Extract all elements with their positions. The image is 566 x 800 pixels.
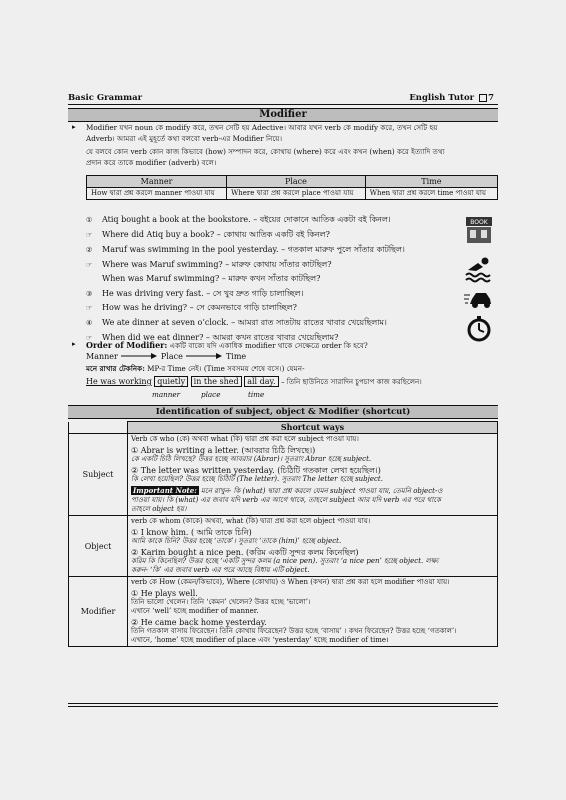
object-rule: verb কে whom (কাকে) অথবা, what (কি) দ্বারা প্রশ্ন করা হলে object পাওয়া যায়।	[131, 517, 371, 525]
intro-line-4: প্রদান করে তাকে modifier (adverb) বলে।	[86, 158, 217, 167]
example-mark: ☞	[86, 303, 93, 312]
swimmer-icon	[464, 254, 494, 284]
footer-rule	[68, 703, 498, 704]
example-translation: – তিনি ছাউনিতে সারাদিন চুপচাপ কাজ করছিলেন।	[281, 378, 422, 386]
header-place: Place	[227, 176, 366, 188]
example-mark: ☞	[86, 230, 93, 239]
example-text: Where did Atiq buy a book? – কোথায় আতিক একটি বই কিনল?	[102, 230, 330, 239]
seq-manner: Manner	[86, 352, 118, 361]
example-mark: ④	[86, 318, 93, 327]
fast-car-icon	[464, 287, 494, 311]
intro-line-3: যে বলবে কোন verb কোন কাজ কিভাবে (how) সম্পাদন করে, কোথায় (where) করে এবং কখন (when) করে ইত্যাদি তথ্য	[86, 147, 445, 156]
modifier-rule: verb কে How (কেমন/কিভাবে), Where (কোথায়) ও When (কখন) দ্বারা প্রশ্ন করা হলে modifier পাওয়া যায়।	[131, 578, 450, 586]
modifier-example-2-note-2: এখানে, ‘home’ হচ্ছে modifier of place এবং ‘yesterday’ হচ্ছে modifier of time।	[131, 636, 389, 644]
object-example-1-note: আমি কাকে চিনি? উত্তর হচ্ছে ‘তাকে’। সুতরাং ‘তাকে (him)’ হচ্ছে object.	[131, 537, 342, 545]
object-example-1: ① I know him. ( আমি তাকে চিনি)	[131, 528, 252, 537]
intro-line-2: Adverb। আমরা এই মুহূর্তে কথা বলবো verb-এর Modifier নিয়ে।	[86, 134, 283, 143]
example-text: When was Maruf swimming? – মারুফ কখন সাঁতার কাটছিল?	[102, 274, 321, 283]
subject-example-2-note: কি লেখা হয়েছিল? উত্তর হচ্ছে চিঠিটি (The letter). সুতরাং The letter হচ্ছে subject.	[131, 475, 383, 483]
object-example-2: ② Karim bought a nice pen. (করিম একটি সুন্দর কলম কিনেছিল)	[131, 548, 359, 557]
subject-example-1: ① Abrar is writing a letter. (আবরার চিঠি লিখছে।)	[131, 446, 316, 455]
subject-label: Subject	[69, 434, 128, 516]
object-cell	[128, 516, 498, 577]
example-text: Where was Maruf swimming? – মারুফ কোথায় সাঁতার কাটছিল?	[102, 260, 332, 269]
modifier-example-2: ② He came back home yesterday.	[131, 618, 267, 627]
example-mark: ③	[86, 289, 93, 298]
modifier-table	[86, 175, 498, 200]
example-place: in the shed	[191, 376, 242, 387]
header-right	[409, 93, 494, 103]
intro-bullet: ▸	[72, 122, 76, 131]
important-note-line-2: পাওয়া যায়। কি (what) এর জবাব যদি verb এর আগে থাকে, তাহলে subject আর যদি verb এর পরে থাকে	[131, 496, 441, 504]
tip-text: MP-র Time নেই। (Time সবসময় শেষে বসে।) যেমন-	[147, 364, 305, 373]
footer-rule-2	[68, 706, 498, 707]
example-text: We ate dinner at seven o’clock. – আমরা রাত সাতটায় রাতের খাবার খেয়েছিলাম।	[102, 318, 387, 327]
modifier-example-2-note: তিনি গতকাল বাসায় ফিরেছেন। তিনি কোথায় ফিরেছেন? উত্তর হচ্ছে ‘বাসায়’ । কখন ফিরেছেন? উত্তর হচ্ছে ‘গতকাল’।	[131, 627, 457, 635]
example-text: How was he driving? – সে কেমনভাবে গাড়ি চালাচ্ছিল?	[102, 303, 297, 312]
order-example	[86, 377, 422, 387]
seq-place: Place	[160, 352, 183, 361]
cell-manner: How দ্বারা প্রশ্ন করলে manner পাওয়া যায়	[87, 188, 227, 200]
section-title: Modifier	[68, 108, 498, 122]
example-mark: ☞	[86, 260, 93, 269]
example-text: Maruf was swimming in the pool yesterday. – গতকাল মারুফ পুলে সাঁতার কাটছিল।	[102, 245, 405, 254]
tip-label: মনে রাখার টেকনিক:	[86, 364, 145, 373]
page-number: 7	[488, 93, 494, 103]
shortcut-table	[68, 421, 498, 647]
modifier-example-1-note: তিনি ভালো খেলেন। তিনি ‘কেমন’ খেলেন? উত্তর হচ্ছে ‘ভালো’।	[131, 598, 311, 606]
example-time: all day.	[244, 376, 278, 387]
example-mark: ②	[86, 245, 93, 254]
example-manner: quietly	[154, 376, 188, 387]
label-time: time	[248, 390, 265, 399]
stopwatch-icon	[466, 316, 492, 342]
subject-example-1-note: কে একটি চিঠি লিখছে? উত্তর হচ্ছে আবরার (Abrar)। সুতরাং Abrar হচ্ছে subject.	[131, 455, 372, 463]
blank-cell	[69, 422, 128, 434]
example-text: He was driving very fast. – সে খুব দ্রুত গাড়ি চালাচ্ছিল।	[102, 289, 304, 298]
important-note-line-3: তাহলে object হয়।	[131, 505, 187, 513]
modifier-example-1-note-2: এখানে ‘well’ হচ্ছে modifier of manner.	[131, 607, 259, 615]
important-note-label: Important Note:	[133, 486, 197, 495]
modifier-example-1: ① He plays well.	[131, 589, 198, 598]
subject-rule: Verb কে who (কে) অথবা what (কি) দ্বারা প্রশ্ন করা হলে subject পাওয়া যায়।	[131, 435, 359, 443]
order-sequence	[86, 352, 246, 362]
seq-time: Time	[225, 352, 247, 361]
example-mark: ☞	[86, 333, 93, 342]
order-bullet: ▸	[72, 339, 76, 348]
cell-place: Where দ্বারা প্রশ্ন করলে place পাওয়া যায়	[227, 188, 366, 200]
example-text: When did we eat dinner? – আমরা কখন রাতের খাবার খেয়েছিলাম?	[102, 333, 339, 342]
order-title: Order of Modifier:	[86, 340, 168, 350]
header-manner: Manner	[87, 176, 227, 188]
subject-cell	[128, 434, 498, 516]
object-label: Object	[69, 516, 128, 577]
subject-example-2: ② The letter was written yesterday. (চিঠিটি গতকাল লেখা হয়েছিল।)	[131, 466, 381, 475]
modifier-cell	[128, 577, 498, 647]
label-manner: manner	[152, 390, 181, 399]
arrow-right-icon	[185, 353, 223, 359]
arrow-right-icon	[120, 353, 158, 359]
cell-time: When দ্বারা প্রশ্ন করলে time পাওয়া যায়	[365, 188, 497, 200]
important-note	[131, 486, 494, 496]
book-store-icon	[464, 215, 494, 245]
identification-title: Identification of subject, object & Modifier (shortcut)	[68, 405, 498, 419]
order-heading	[86, 340, 368, 351]
example-subject: He was working	[86, 377, 152, 386]
shortcut-header: Shortcut ways	[128, 422, 498, 434]
header-title: English Tutor	[409, 93, 475, 103]
header-left: Basic Grammar	[68, 93, 143, 103]
intro-line-1: Modifier যখন noun কে modify করে, তখন সেটি হয় Adective। আবার যখন verb কে modify করে, তখন সেটি হয়	[86, 123, 438, 132]
example-text: Atiq bought a book at the bookstore. – বইয়ের দোকানে আতিক একটা বই কিনল।	[102, 215, 391, 224]
order-tip	[86, 364, 305, 374]
checkbox-icon	[479, 94, 487, 102]
important-note-line-1: মনে রাখুন- কি (what) দ্বারা প্রশ্ন করলে যেমন subject পাওয়া যায়, তেমনি object-ও	[201, 487, 443, 495]
header-rule	[68, 104, 498, 105]
label-place: place	[201, 390, 221, 399]
book-sign-label: BOOK	[470, 219, 488, 226]
object-example-2-note: করিম কি কিনেছিল? উত্তর হচ্ছে ‘একটি সুন্দর কলম (a nice pen). সুতরাং ‘a nice pen’ হচ্ছে object. লক্ষ্য	[131, 557, 439, 565]
header-time: Time	[365, 176, 497, 188]
order-question: একটি বাক্যে যদি একাধিক modifier থাকে সেক্ষেত্রে order কি হবে?	[169, 341, 368, 350]
modifier-label: Modifier	[69, 577, 128, 647]
object-example-2-note-2: করুন- ‘কি’ এর জবাব verb এর পরে আছে বিধায় এটি object.	[131, 566, 310, 574]
example-mark: ①	[86, 215, 93, 224]
